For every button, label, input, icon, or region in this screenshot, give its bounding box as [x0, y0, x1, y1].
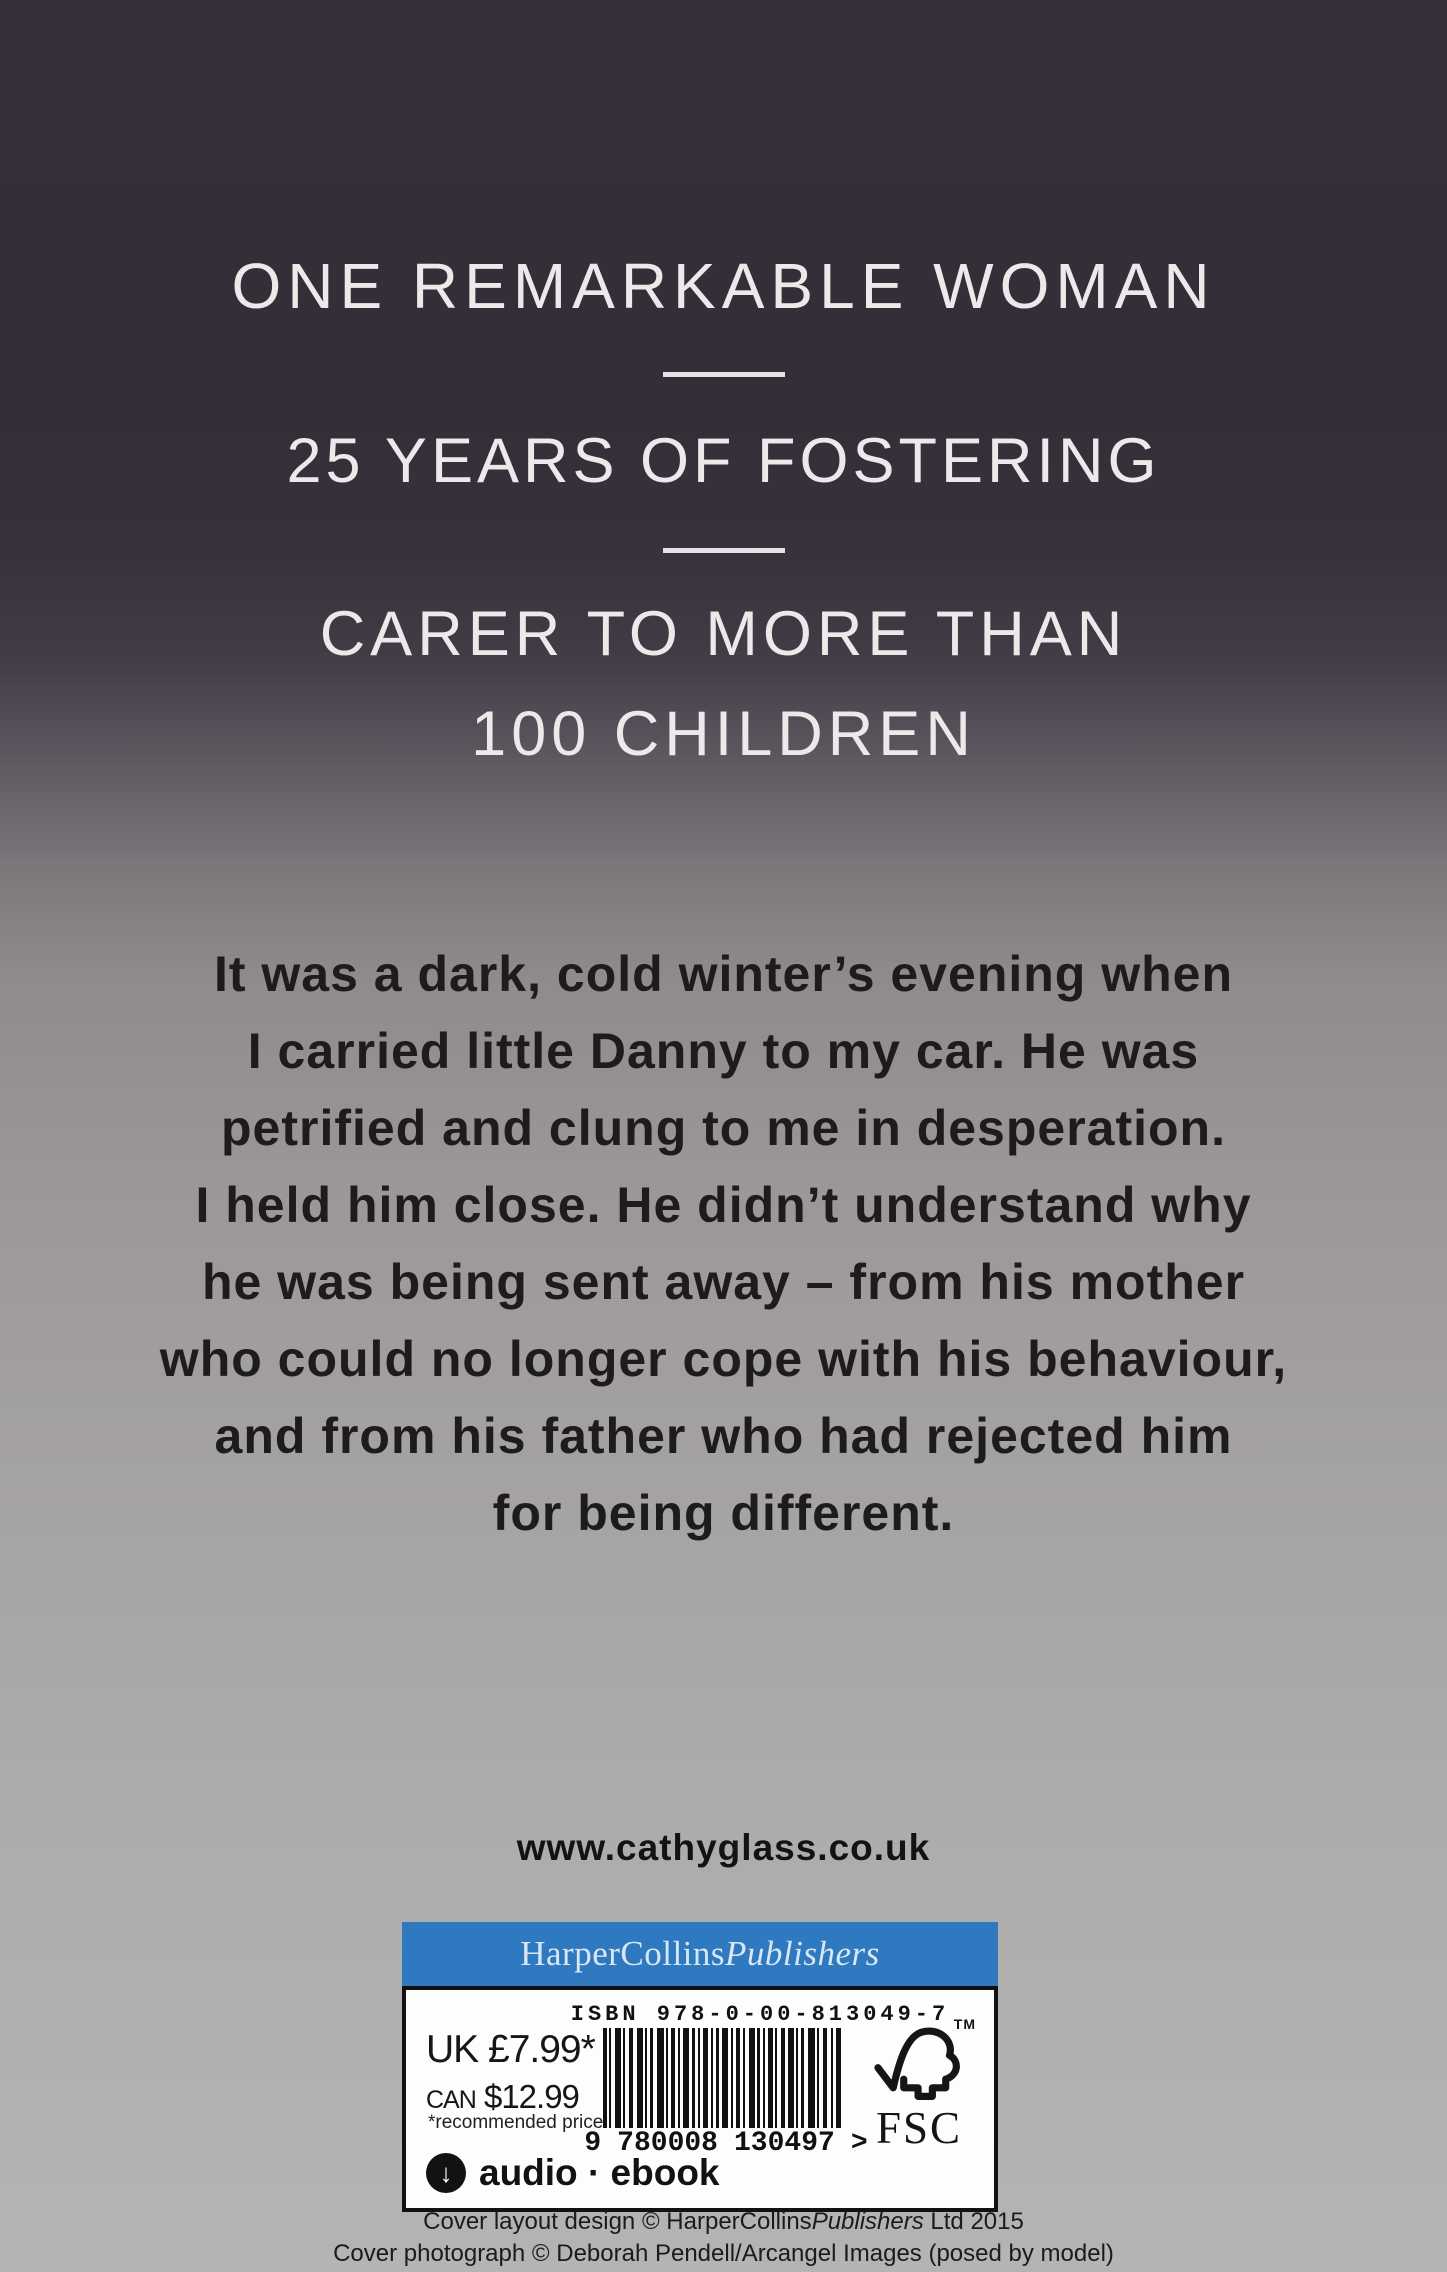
- blurb-line: and from his father who had rejected him: [214, 1408, 1233, 1464]
- fsc-certification-mark: [860, 2016, 978, 2151]
- headline-25-years: 25 YEARS OF FOSTERING: [286, 426, 1161, 496]
- down-arrow-glyph: ↓: [439, 2158, 453, 2188]
- price-can-currency: CAN: [426, 2086, 476, 2114]
- publisher-name-italic: Publishers: [725, 1934, 880, 1973]
- cover-photo-credit: Cover photograph © Deborah Pendell/Arcangel Images (posed by model): [333, 2240, 1114, 2267]
- blurb-line: who could no longer cope with his behaviour,: [159, 1331, 1288, 1387]
- price-can: [426, 2078, 595, 2116]
- barcode-white-area: [402, 1986, 998, 2212]
- price-uk: UK £7.99*: [426, 2028, 595, 2071]
- headline-carer-line-2: 100 CHILDREN: [471, 699, 976, 769]
- blurb-line: he was being sent away – from his mother: [201, 1254, 1246, 1310]
- recommended-price-note: *recommended price: [428, 2112, 604, 2133]
- formats-label: audio · ebook: [479, 2152, 720, 2193]
- author-website-url: www.cathyglass.co.uk: [516, 1827, 931, 1868]
- blurb-line: for being different.: [492, 1485, 955, 1541]
- cover-design-credit: [0, 2208, 1447, 2236]
- blurb-line: I held him close. He didn’t understand why: [195, 1177, 1252, 1233]
- fsc-label: FSC: [875, 2103, 963, 2153]
- fsc-tree-check-icon: [871, 2020, 967, 2104]
- design-credit-publishers-italic: Publishers: [811, 2208, 924, 2235]
- fsc-trademark-symbol: TM: [953, 2016, 976, 2032]
- price-can-value: $12.99: [483, 2078, 579, 2115]
- headline-one-remarkable-woman: ONE REMARKABLE WOMAN: [231, 250, 1216, 322]
- barcode-digits-group1: 780008: [617, 2128, 718, 2159]
- available-formats: [426, 2152, 720, 2194]
- barcode-bars: [603, 2028, 843, 2128]
- barcode-digit-left: 9: [584, 2128, 602, 2159]
- publisher-banner: [402, 1922, 998, 1986]
- headline-divider-1: [663, 372, 785, 377]
- barcode-panel: [402, 1922, 998, 2212]
- design-credit-text: Cover layout design © HarperCollins: [423, 2208, 812, 2235]
- download-circle-icon: [426, 2153, 466, 2193]
- headline-carer-line-1: CARER TO MORE THAN: [319, 599, 1128, 669]
- price-block: [426, 2028, 595, 2116]
- headline-divider-2: [663, 548, 785, 553]
- publisher-name: HarperCollins: [520, 1934, 726, 1973]
- back-cover-blurb: [0, 936, 1447, 1552]
- blurb-line: I carried little Danny to my car. He was: [247, 1023, 1200, 1079]
- blurb-line: It was a dark, cold winter’s evening when: [213, 946, 1234, 1002]
- design-credit-suffix: Ltd 2015: [923, 2208, 1024, 2235]
- isbn-number: ISBN 978-0-00-813049-7: [570, 2002, 950, 2027]
- barcode-arrow: >: [850, 2128, 868, 2159]
- barcode-digits-group2: 130497: [734, 2128, 835, 2159]
- ean-barcode: [581, 2028, 871, 2158]
- blurb-line: petrified and clung to me in desperation.: [221, 1100, 1226, 1156]
